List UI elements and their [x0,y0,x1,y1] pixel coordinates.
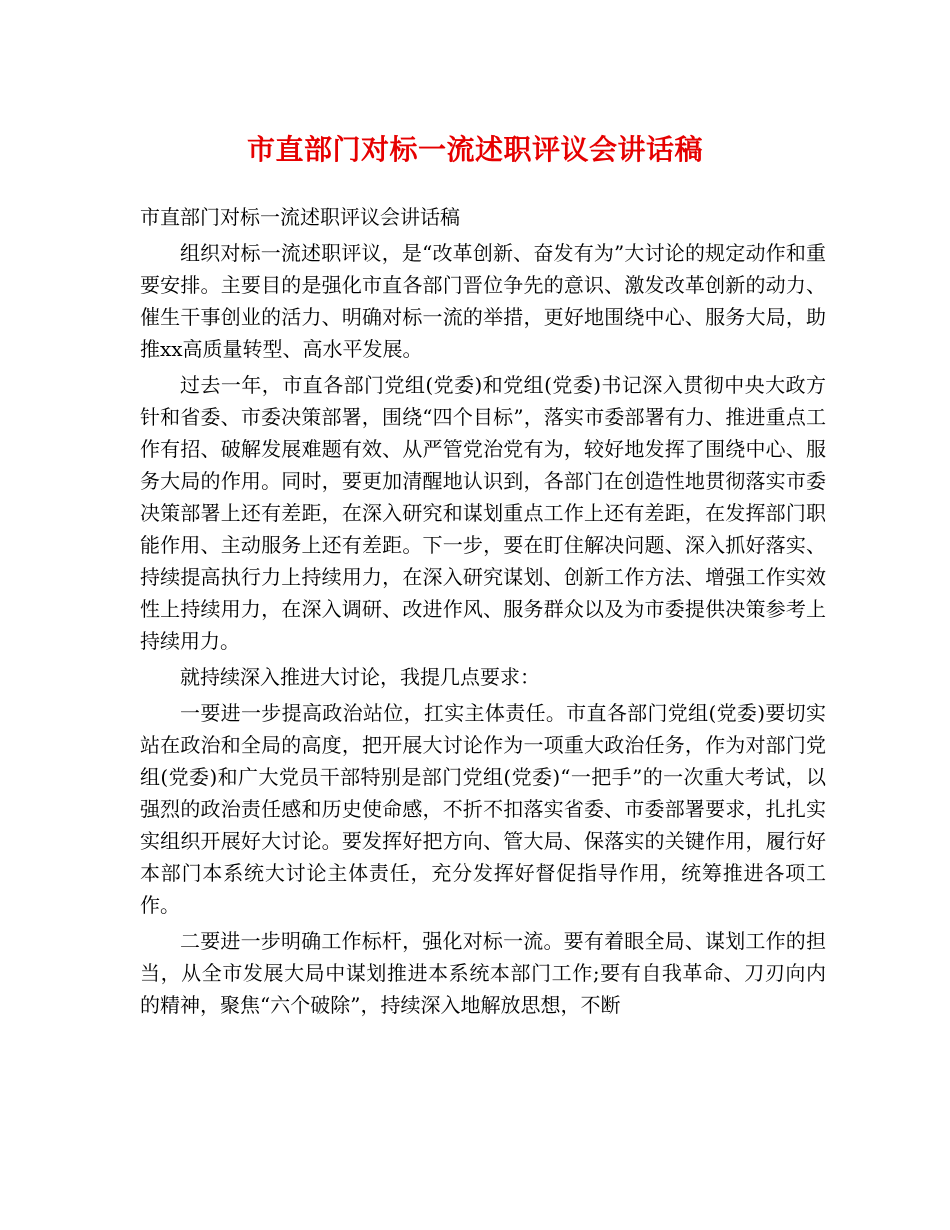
paragraph-requirement-two: 二要进一步明确工作标杆，强化对标一流。要有着眼全局、谋划工作的担当，从全市发展大局中谋划推进本系统本部门工作;要有自我革命、刀刃向内的精神，聚焦“六个破除”，持续深入地解放思想，不断 [140,929,826,1017]
paragraph-review: 过去一年，市直各部门党组(党委)和党组(党委)书记深入贯彻中央大政方针和省委、市委决策部署，围绕“四个目标”，落实市委部署有力、推进重点工作有招、破解发展难题有效、从严管党治党有为，较好地发挥了围绕中心、服务大局的作用。同时，要更加清醒地认识到，各部门在创造性地贯彻落实市委决策部署上还有差距，在深入研究和谋划重点工作上还有差距，在发挥部门职能作用、主动服务上还有差距。下一步，要在盯住解决问题、深入抓好落实、持续提高执行力上持续用力，在深入研究谋划、创新工作方法、增强工作实效性上持续用力，在深入调研、改进作风、服务群众以及为市委提供决策参考上持续用力。 [140,373,826,653]
document-subtitle: 市直部门对标一流述职评议会讲话稿 [140,205,460,229]
paragraph-requirements-lead: 就持续深入推进大讨论，我提几点要求： [180,665,540,689]
document-body [140,201,826,1025]
paragraph-intro: 组织对标一流述职评议，是“改革创新、奋发有为”大讨论的规定动作和重要安排。主要目的是强化市直各部门晋位争先的意识、激发改革创新的动力、催生干事创业的活力、明确对标一流的举措，更好地围绕中心、服务大局，助推xx高质量转型、高水平发展。 [140,241,826,361]
document-title: 市直部门对标一流述职评议会讲话稿 [246,133,703,166]
paragraph-requirement-one: 一要进一步提高政治站位，扛实主体责任。市直各部门党组(党委)要切实站在政治和全局的高度，把开展大讨论作为一项重大政治任务，作为对部门党组(党委)和广大党员干部特别是部门党组(党委)“一把手”的一次重大考试，以强烈的政治责任感和历史使命感，不折不扣落实省委、市委部署要求，扎扎实实组织开展好大讨论。要发挥好把方向、管大局、保落实的关键作用，履行好本部门本系统大讨论主体责任，充分发挥好督促指导作用，统筹推进各项工作。 [140,701,826,917]
